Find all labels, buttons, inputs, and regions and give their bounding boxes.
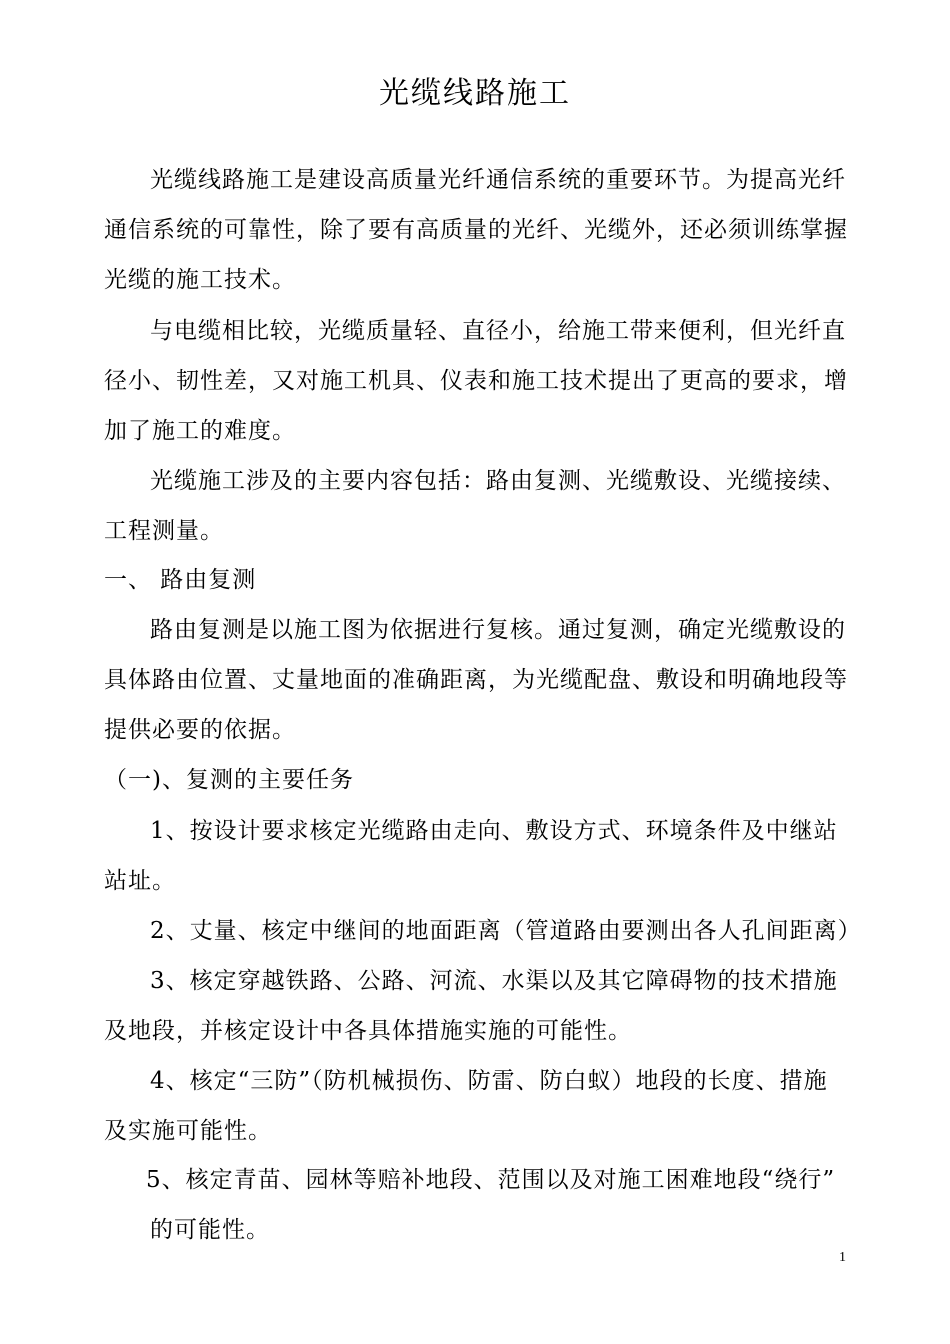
paragraph-line: 通信系统的可靠性，除了要有高质量的光纤、光缆外，还必须训练掌握 — [104, 217, 848, 243]
list-item: 3、核定穿越铁路、公路、河流、水渠以及其它障碍物的技术措施 — [150, 968, 838, 994]
list-item-continuation: 及地段，并核定设计中各具体措施实施的可能性。 — [104, 1018, 632, 1044]
paragraph-line: 提供必要的依据。 — [104, 717, 296, 743]
list-item-continuation: 及实施可能性。 — [104, 1118, 272, 1144]
paragraph-line: 光缆的施工技术。 — [104, 267, 296, 293]
list-item-continuation: 站址。 — [104, 868, 176, 894]
paragraph-line: 路由复测是以施工图为依据进行复核。通过复测，确定光缆敷设的 — [150, 617, 846, 643]
paragraph-line: 具体路由位置、丈量地面的准确距离，为光缆配盘、敷设和明确地段等 — [104, 667, 848, 693]
list-item-continuation: 的可能性。 — [150, 1217, 270, 1243]
section-heading: 一、 路由复测 — [104, 567, 257, 593]
list-item: 2、丈量、核定中继间的地面距离（管道路由要测出各人孔间距离） — [150, 918, 862, 944]
paragraph-line: 工程测量。 — [104, 518, 224, 544]
list-item: 4、核定“三防”（防机械损伤、防雷、防白蚁）地段的长度、措施 — [150, 1068, 828, 1094]
document-title: 光缆线路施工 — [379, 76, 571, 111]
paragraph-line: 光缆线路施工是建设高质量光纤通信系统的重要环节。为提高光纤 — [150, 167, 846, 193]
paragraph-line: 加了施工的难度。 — [104, 418, 296, 444]
list-item: 1、按设计要求核定光缆路由走向、敷设方式、环境条件及中继站 — [150, 818, 838, 844]
list-item: 5、核定青苗、园林等赔补地段、范围以及对施工困难地段“绕行” — [146, 1167, 836, 1193]
subsection-heading: （一)、复测的主要任务 — [104, 767, 354, 793]
page-number: 1 — [839, 1250, 846, 1265]
paragraph-line: 径小、韧性差，又对施工机具、仪表和施工技术提出了更高的要求，增 — [104, 368, 848, 394]
paragraph-line: 光缆施工涉及的主要内容包括：路由复测、光缆敷设、光缆接续、 — [150, 468, 846, 494]
paragraph-line: 与电缆相比较，光缆质量轻、直径小，给施工带来便利，但光纤直 — [150, 318, 846, 344]
